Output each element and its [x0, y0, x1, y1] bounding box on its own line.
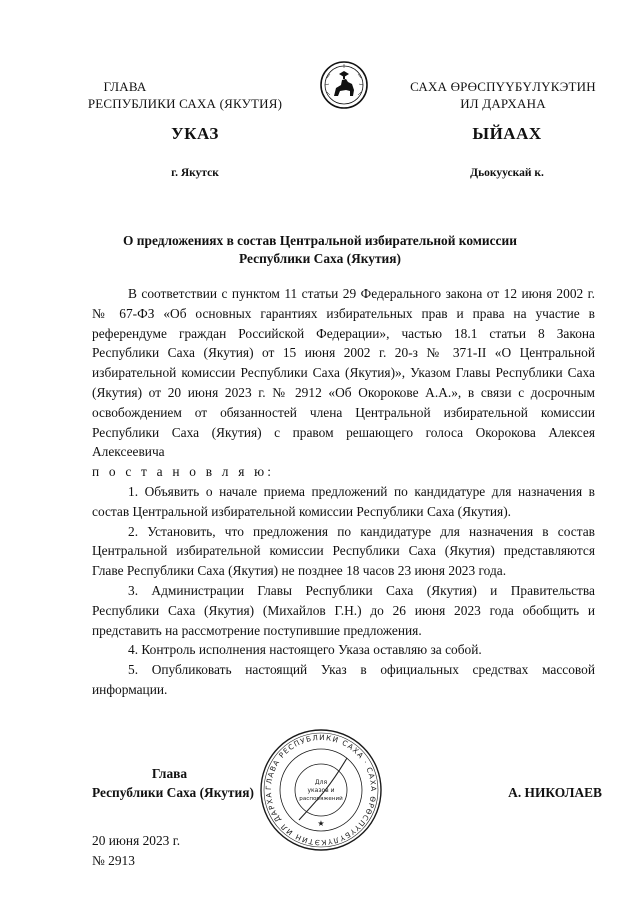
official-stamp [259, 728, 383, 852]
signature-title-line2: Республики Саха (Якутия) [92, 785, 254, 800]
decree-number: № 2913 [92, 853, 135, 868]
decree-body [92, 284, 595, 700]
body-item-4: 4. Контроль исполнения настоящего Указа оставляю за собой. [128, 642, 482, 658]
stamp-star-icon: ★ [317, 819, 325, 828]
coat-of-arms-icon [319, 60, 369, 110]
stamp-outer-text: ГЛАВА РЕСПУБЛИКИ САХА · САХА ӨРӨСПҮҮБҮЛҮКЭТИН ИЛ ДАРХА [263, 732, 379, 848]
stamp-inner-line3: распоряжений [299, 796, 343, 802]
signature-title-line1: Глава [151, 766, 188, 781]
stamp-inner-line1: Для [314, 779, 328, 786]
header-right-block [388, 78, 618, 112]
stamp-inner-line2: указов и [307, 787, 335, 794]
body-item-5: 5. Опубликовать настоящий Указ в официальных средствах массовой информации. [92, 662, 595, 697]
header-left-line1: ГЛАВА [103, 79, 147, 94]
subject-line2: Республики Саха (Якутия) [239, 251, 401, 266]
header-right-line1: САХА ӨРӨСПҮҮБҮЛҮКЭТИН [410, 79, 596, 94]
city-sakha: Дьокуускай к. [470, 167, 544, 179]
subject-line1: О предложениях в состав Центральной избирательной комиссии [123, 233, 517, 248]
header-left-block [60, 78, 360, 112]
body-item-2: 2. Установить, что предложения по кандидатуре для назначения в состав Центральной избирательной комиссии Республики Саха (Якутия) представляются Главе Республики Саха (Якутия) не позднее 18 часов 23 июня 2023 года. [92, 523, 595, 579]
header-right-line2: ИЛ ДАРХАНА [460, 96, 546, 111]
decree-subject [60, 232, 580, 268]
decree-word: п о с т а н о в л я ю: [92, 464, 275, 480]
doc-type-ru: УКАЗ [171, 124, 219, 143]
body-item-3: 3. Администрации Главы Республики Саха (Якутия) и Правительства Республики Саха (Якутия) (Михайлов Г.Н.) до 26 июня 2023 года обобщить и представить на рассмотрение поступившие предложения. [92, 582, 595, 638]
signatory-name: А. НИКОЛАЕВ [508, 785, 602, 800]
header-left-line2: РЕСПУБЛИКИ САХА (ЯКУТИЯ) [87, 96, 283, 111]
body-item-1: 1. Объявить о начале приема предложений по кандидатуре для назначения в состав Центральной избирательной комиссии Республики Саха (Якутия). [92, 483, 595, 519]
doc-type-sakha: ЫЙААХ [472, 124, 542, 143]
signature-title [92, 764, 270, 802]
body-intro: В соответствии с пунктом 11 статьи 29 Федерального закона от 12 июня 2002 г. № 67-ФЗ «Об основных гарантиях избирательных прав и права на участие в референдуме граждан Российской Федерации», частью 18.1 статьи 8 Закона Республики Саха (Якутия) от 15 июня 2002 г. 20-з № 371-II «О Центральной избирательной комиссии Республики Саха (Якутия)», Указом Главы Республики Саха (Якутия) от 20 июня 2023 г. № 2912 «Об Окорокове А.А.», в связи с досрочным освобождением от обязанностей члена Центральной избирательной комиссии Республики Саха (Якутия) с правом решающего голоса Окорокова Алексея Алексеевича [92, 286, 595, 460]
decree-date: 20 июня 2023 г. [92, 833, 181, 848]
city-ru: г. Якутск [171, 167, 219, 179]
